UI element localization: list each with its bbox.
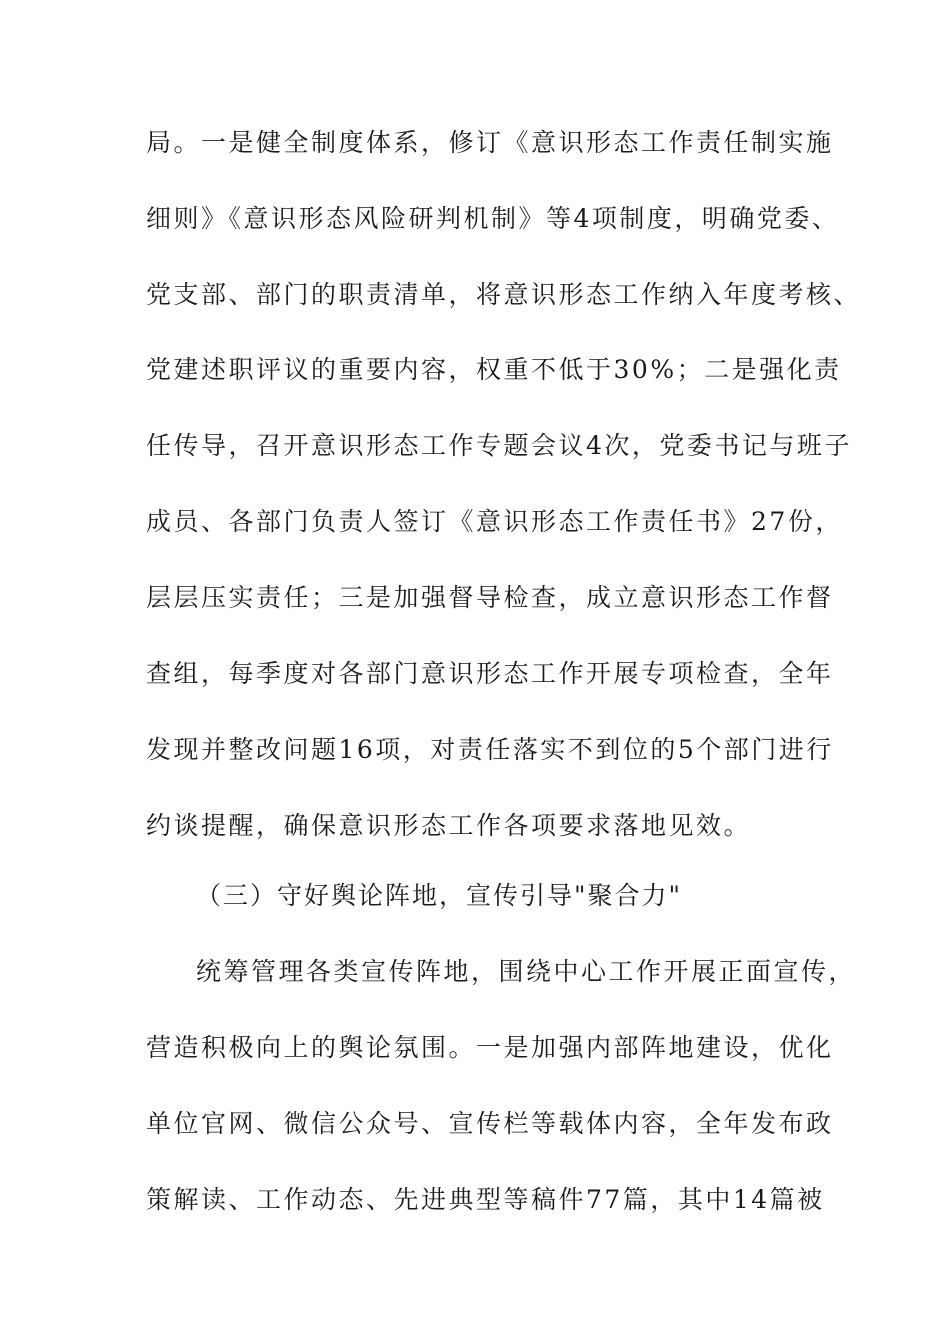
section-heading: （三）守好舆论阵地，宣传引导"聚合力" <box>196 881 682 910</box>
text-line: 任传导，召开意识形态工作专题会议4次，党委书记与班子 <box>146 431 852 460</box>
text-line: 局。一是健全制度体系，修订《意识形态工作责任制实施 <box>146 128 834 157</box>
text-line: 党支部、部门的职责清单，将意识形态工作纳入年度考核、 <box>146 280 862 309</box>
text-line: 层层压实责任；三是加强督导检查，成立意识形态工作督 <box>146 583 834 612</box>
text-line: 统筹管理各类宣传阵地，围绕中心工作开展正面宣传， <box>196 957 857 986</box>
text-line: 营造积极向上的舆论氛围。一是加强内部阵地建设，优化 <box>146 1033 834 1062</box>
text-line: 策解读、工作动态、先进典型等稿件77篇，其中14篇被 <box>146 1185 825 1214</box>
text-line: 党建述职评议的重要内容，权重不低于30%；二是强化责 <box>146 355 842 384</box>
text-line: 单位官网、微信公众号、宣传栏等载体内容，全年发布政 <box>146 1109 834 1138</box>
text-line: 成员、各部门负责人签订《意识形态工作责任书》27份， <box>146 507 843 536</box>
text-line: 发现并整改问题16项，对责任落实不到位的5个部门进行 <box>146 735 834 764</box>
text-line: 细则》《意识形态风险研判机制》等4项制度，明确党委、 <box>146 204 840 233</box>
text-line: 查组，每季度对各部门意识形态工作开展专项检查，全年 <box>146 659 834 688</box>
text-line: 约谈提醒，确保意识形态工作各项要求落地见效。 <box>146 811 752 840</box>
